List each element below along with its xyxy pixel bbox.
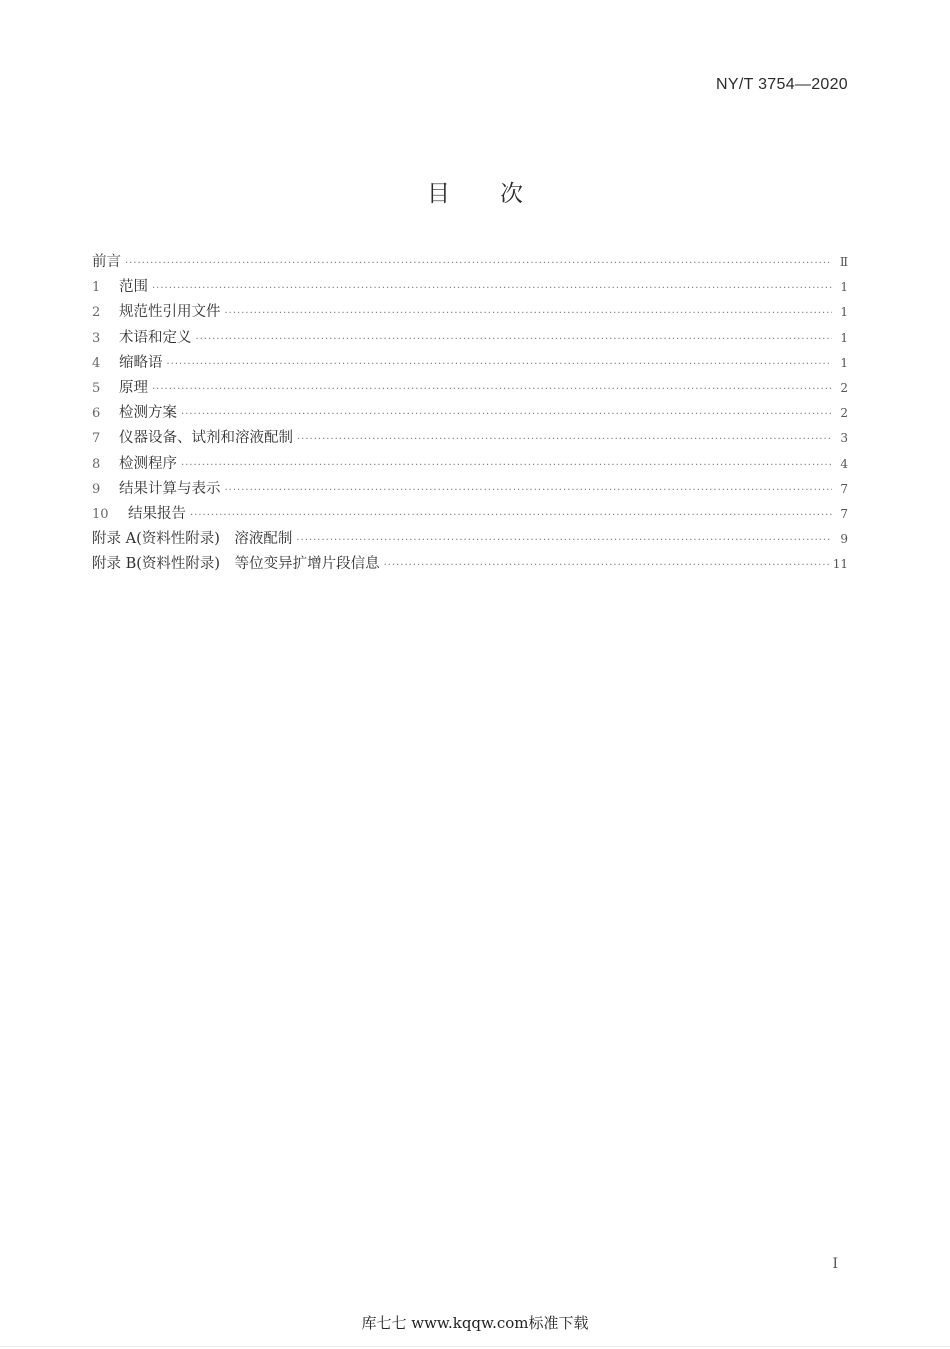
toc-entry[interactable] [92,477,848,502]
toc-leader-dots [125,251,832,276]
toc-entry-title: 附录 A(资料性附录) 溶液配制 [92,531,293,548]
toc-entry-title: 附录 B(资料性附录) 等位变异扩增片段信息 [92,556,380,573]
toc-entry-title: 规范性引用文件 [119,304,221,321]
toc-entry-title: 结果报告 [128,505,186,522]
toc-entry-page: 1 [840,355,848,370]
toc-entry-number: 8 [92,456,101,472]
toc-entry[interactable] [92,326,848,351]
toc-entry[interactable] [92,275,848,300]
toc-entry-page: 7 [840,506,848,521]
toc-entry-page: 1 [840,305,848,320]
footer-divider [0,1346,950,1347]
toc-entry-page: 3 [840,431,848,446]
toc-leader-dots [190,503,832,528]
toc-entry-page: 1 [840,280,848,295]
toc-entry[interactable] [92,250,848,275]
toc-entry[interactable] [92,426,848,451]
toc-entry-title: 前言 [92,254,121,270]
toc-entry-number: 7 [92,431,101,447]
toc-leader-dots [196,327,833,352]
toc-entry-page: 7 [840,481,848,496]
toc-entry[interactable] [92,502,848,527]
table-of-contents [92,250,848,577]
toc-entry-title: 术语和定义 [119,329,192,346]
toc-entry-title: 检测程序 [119,455,177,472]
toc-entry[interactable] [92,552,848,577]
toc-entry[interactable] [92,376,848,401]
toc-entry[interactable] [92,452,848,477]
toc-entry-page: 1 [840,330,848,345]
footer-watermark-text: 库七七 www.kqqw.com标准下载 [361,1314,589,1332]
toc-entry-page: 11 [832,557,848,572]
toc-leader-dots [296,528,832,553]
toc-leader-dots [225,478,833,503]
page-title: 目次 [427,181,573,207]
toc-entry-number: 2 [92,305,101,321]
toc-entry-title: 缩略语 [119,354,163,371]
toc-entry-page: Ⅱ [839,255,848,269]
toc-entry-number: 6 [92,406,101,422]
toc-entry-page: 2 [840,406,848,421]
toc-entry-page: 2 [840,380,848,395]
toc-entry-number: 9 [92,481,101,497]
toc-entry[interactable] [92,300,848,325]
toc-leader-dots [225,301,833,326]
toc-entry-title: 检测方案 [119,405,177,422]
standard-code: NY/T 3754—2020 [716,76,848,93]
toc-leader-dots [181,402,832,427]
toc-leader-dots [181,453,832,478]
toc-entry-number: 1 [92,280,101,296]
toc-entry-page: 4 [840,456,848,471]
toc-leader-dots [167,352,833,377]
toc-leader-dots [152,377,832,402]
toc-entry-title: 原理 [119,379,148,396]
toc-entry[interactable] [92,351,848,376]
toc-leader-dots [384,553,829,578]
toc-entry[interactable] [92,527,848,552]
toc-entry-number: 5 [92,380,101,396]
toc-entry-title: 仪器设备、试剂和溶液配制 [119,430,293,447]
toc-leader-dots [297,427,832,452]
toc-entry-number: 4 [92,355,101,371]
toc-entry-number: 3 [92,330,101,346]
toc-leader-dots [152,276,832,301]
toc-entry[interactable] [92,401,848,426]
toc-entry-page: 9 [840,532,848,547]
toc-entry-title: 结果计算与表示 [119,480,221,497]
toc-entry-number: 10 [92,506,109,522]
page-number: I [832,1256,838,1272]
toc-entry-title: 范围 [119,279,148,296]
